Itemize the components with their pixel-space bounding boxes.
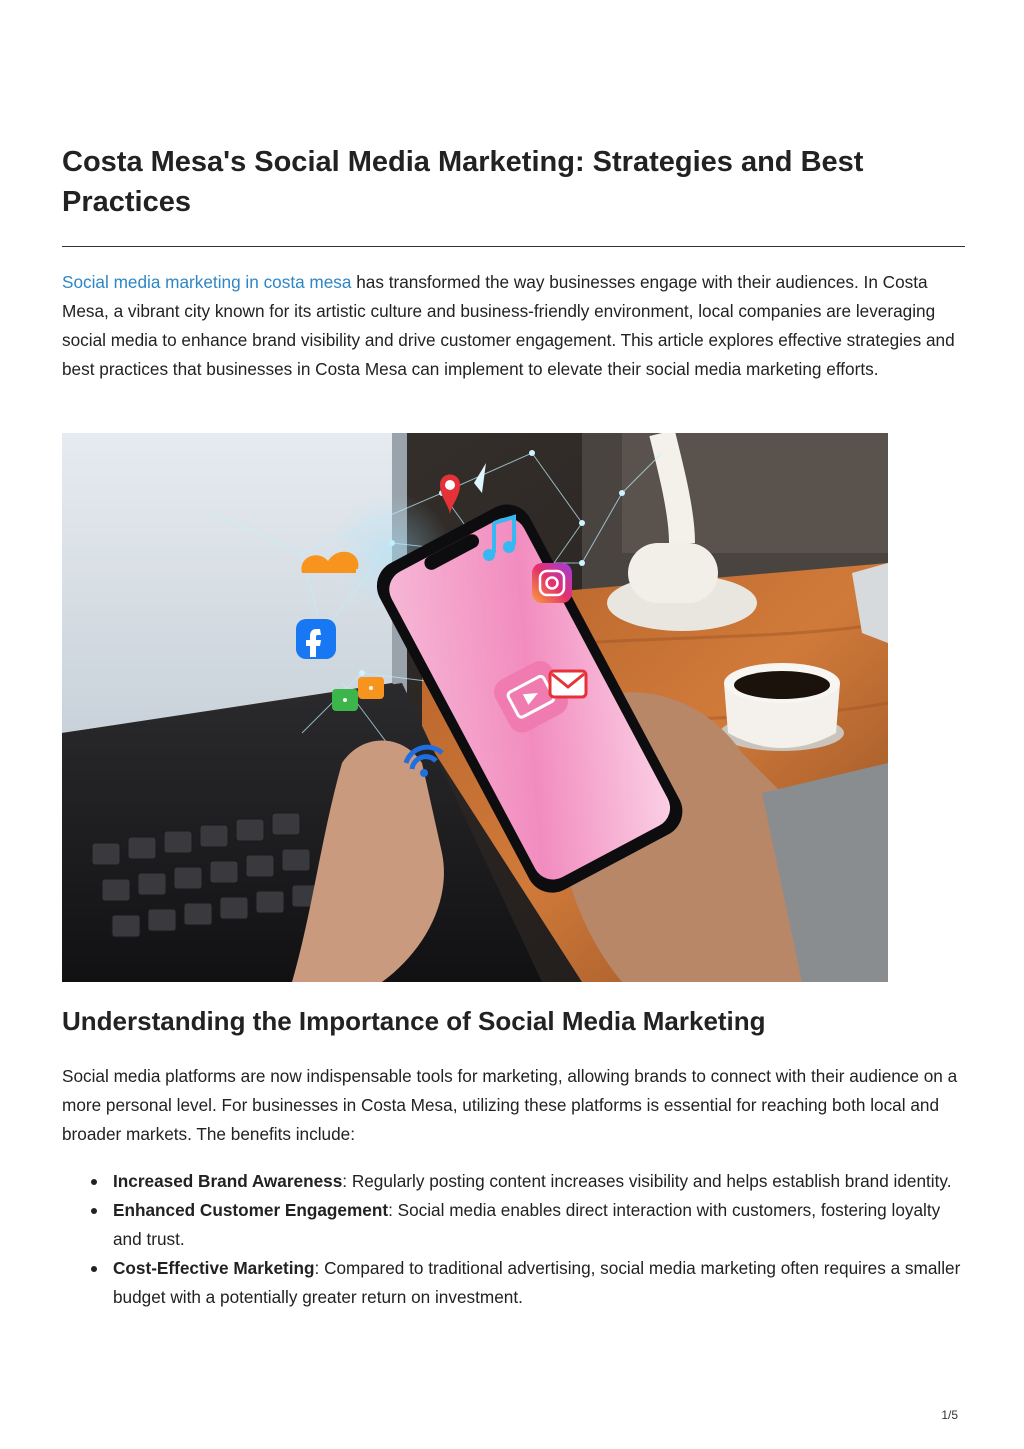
benefit-term: Enhanced Customer Engagement bbox=[113, 1200, 389, 1220]
benefit-text: : Compared to traditional advertising, social media marketing often requires a smaller budget with a potentially greater return on investment. bbox=[113, 1258, 961, 1307]
page-title: Costa Mesa's Social Media Marketing: Strategies and Best Practices bbox=[62, 146, 864, 218]
section-paragraph: Social media platforms are now indispensable tools for marketing, allowing brands to connect with their audience on a more personal level. For businesses in Costa Mesa, utilizing these platforms is essential for reaching both local and broader markets. The benefits include: bbox=[62, 1066, 958, 1144]
list-item bbox=[62, 1167, 967, 1196]
page-number: 1/5 bbox=[941, 1408, 958, 1422]
title-divider bbox=[62, 246, 965, 247]
hero-image bbox=[62, 433, 888, 982]
list-item bbox=[62, 1196, 967, 1254]
bullet-icon bbox=[91, 1266, 97, 1272]
benefit-text: : Social media enables direct interaction with customers, fostering loyalty and trust. bbox=[113, 1200, 941, 1249]
email-icon bbox=[550, 671, 586, 697]
facebook-icon bbox=[296, 619, 336, 659]
benefit-text: : Regularly posting content increases visibility and helps establish brand identity. bbox=[342, 1171, 952, 1191]
benefit-term: Cost-Effective Marketing bbox=[113, 1258, 315, 1278]
intro-paragraph bbox=[62, 268, 967, 384]
benefits-list bbox=[62, 1167, 967, 1312]
intro-link[interactable]: Social media marketing in costa mesa bbox=[62, 272, 352, 292]
section-heading: Understanding the Importance of Social Media Marketing bbox=[62, 1006, 766, 1036]
bullet-icon bbox=[91, 1208, 97, 1214]
benefit-term: Increased Brand Awareness bbox=[113, 1171, 343, 1191]
list-item bbox=[62, 1254, 967, 1312]
bullet-icon bbox=[91, 1179, 97, 1185]
intro-text: has transformed the way businesses engage with their audiences. In Costa Mesa, a vibrant city known for its artistic culture and business-friendly environment, local companies are leveraging social media to enhance brand visibility and drive customer engagement. This article explores effective strategies and best practices that businesses in Costa Mesa can implement to elevate their social media marketing efforts. bbox=[62, 272, 955, 379]
instagram-icon bbox=[532, 563, 572, 603]
